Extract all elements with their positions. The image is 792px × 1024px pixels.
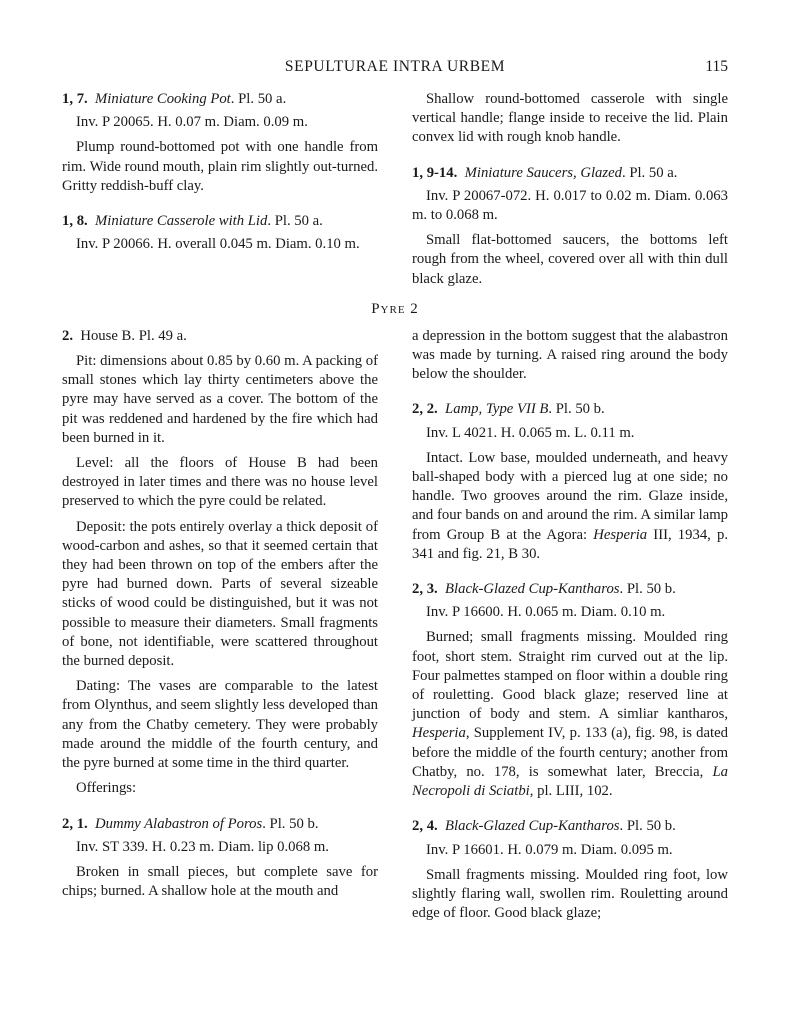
catalog-heading [412, 580, 728, 599]
catalog-number: 2, 1. [62, 815, 88, 832]
plate-ref: . Pl. 50 b. [619, 581, 676, 598]
top-right-column [412, 86, 728, 289]
catalog-title: Black-Glazed Cup-Kantharos [445, 581, 620, 598]
inventory-line: Inv. P 20066. H. overall 0.045 m. Diam. 0.10 m. [76, 236, 360, 253]
left-column [62, 327, 378, 923]
inventory-line: Inv. P 20067-072. H. 0.017 to 0.02 m. Diam. 0.063 m. to 0.068 m. [412, 187, 728, 224]
catalog-number: 1, 8. [62, 213, 88, 230]
description-continued: a depression in the bottom suggest that the alabastron was made by turning. A raised ring around the body below the shoulder. [412, 327, 728, 383]
description: Broken in small pieces, but complete save for chips; burned. A shallow hole at the mouth and [62, 863, 378, 900]
page-number: 115 [705, 58, 728, 75]
catalog-heading [412, 400, 728, 419]
catalog-title: Dummy Alabastron of Poros [95, 815, 263, 832]
deposit-paragraph: Deposit: the pots entirely overlay a thick deposit of wood-carbon and ashes, so that it seemed certain that they had been thrown on top of the embers after the pyre had burned down. Parts of several sizeable sticks of wood could be distinguished, but it was not possible to measure their diameters. Small fragments of bone, not identifiable, were scattered throughout the burned deposit. [62, 518, 378, 670]
description [412, 449, 728, 564]
catalog-number: 2, 4. [412, 818, 438, 835]
catalog-title: Lamp, Type VII B [445, 401, 549, 418]
book-reference: La Necropoli di Sciatbi [412, 763, 729, 800]
description: Small fragments missing. Moulded ring foot, low slightly flaring wall, swollen rim. Rouletting around edge of floor. Good black glaze; [412, 866, 728, 922]
inventory-line: Inv. P 16600. H. 0.065 m. Diam. 0.10 m. [426, 604, 666, 621]
catalog-heading [412, 817, 728, 836]
page [62, 58, 728, 923]
catalog-title: Black-Glazed Cup-Kantharos [445, 818, 620, 835]
inventory-line: Inv. P 20065. H. 0.07 m. Diam. 0.09 m. [76, 114, 308, 131]
inventory-line: Inv. P 16601. H. 0.079 m. Diam. 0.095 m. [426, 841, 673, 858]
catalog-number: 2, 2. [412, 401, 438, 418]
description-text: , Supplement IV, p. 133 (a), fig. 98, is dated before the middle of the fourth century; another from Chatby, no. 178, is somewhat later, Breccia, [412, 725, 728, 780]
description-text: Burned; small fragments missing. Moulded ring foot, short stem. Straight rim curved out at the lip. Four palmettes stamped on floor within a double ring of rouletting. Good black glaze; reserved line at junction of body and stem. A simliar kantharos, [412, 629, 728, 723]
description: Plump round-bottomed pot with one handle from rim. Wide round mouth, plain rim slightly out-turned. Gritty reddish-buff clay. [62, 139, 378, 194]
inventory-line: Inv. ST 339. H. 0.23 m. Diam. lip 0.068 m. [76, 838, 329, 855]
description: Small flat-bottomed saucers, the bottoms left rough from the wheel, covered over all with thin dull black glaze. [412, 232, 728, 287]
plate-ref: . Pl. 50 a. [230, 91, 287, 107]
section-title: Pyre 2 [371, 300, 419, 317]
plate-ref: . Pl. 50 b. [619, 818, 676, 835]
dating-paragraph: Dating: The vases are comparable to the latest from Olynthus, and seem slightly less developed than any from the Chatby cemetery. They were probably made around the middle of the fourth century, and the pyre burned at some time in the third quarter. [62, 678, 378, 772]
pyre-heading [62, 327, 378, 346]
plate-ref: . Pl. 50 a. [621, 164, 678, 181]
catalog-heading [412, 164, 728, 183]
page-header [62, 58, 728, 86]
catalog-number: 1, 9-14. [412, 164, 458, 181]
pit-paragraph: Pit: dimensions about 0.85 by 0.60 m. A packing of small stones which lay thirty centimeters above the pyre may have served as a cover. The bottom of the pit was reddened and hardened by the fire which had been burned in it. [62, 353, 378, 446]
catalog-heading [62, 815, 378, 834]
description [412, 628, 728, 801]
level-paragraph: Level: all the floors of House B had been destroyed in later times and there was no house level preserved to which the pyre could be related. [62, 455, 378, 510]
journal-reference: Hesperia [593, 526, 648, 543]
main-columns [62, 327, 728, 923]
top-left-column [62, 86, 378, 289]
catalog-number: 1, 7. [62, 91, 88, 107]
top-columns [62, 86, 728, 289]
catalog-title: Miniature Saucers, Glazed [464, 164, 622, 181]
description-text: Intact. Low base, moulded underneath, and heavy ball-shaped body with a pierced lug at one side; no handle. Two grooves around the rim. Glaze inside, and four bands on and around the rim. A similar lamp from Group B at the Agora: [412, 449, 728, 543]
plate-ref: . Pl. 50 b. [548, 401, 605, 418]
catalog-title: Miniature Cooking Pot [95, 91, 231, 107]
plate-ref: . Pl. 50 a. [267, 213, 323, 230]
description-text: , pl. LIII, 102. [529, 783, 613, 800]
journal-reference: Hesperia [412, 725, 466, 742]
pyre-location: House B. Pl. 49 a. [80, 327, 187, 344]
offerings-label: Offerings: [76, 780, 137, 797]
catalog-heading [62, 90, 378, 109]
catalog-heading [62, 212, 378, 231]
pyre-number: 2. [62, 327, 74, 344]
right-column [412, 327, 728, 923]
running-title: SEPULTURAE INTRA URBEM [284, 58, 506, 75]
catalog-number: 2, 3. [412, 581, 438, 598]
description-continued: Shallow round-bottomed casserole with single vertical handle; flange inside to receive the lid. Plain convex lid with rough knob handle. [412, 91, 728, 146]
plate-ref: . Pl. 50 b. [262, 815, 319, 832]
description-text: III, 1934, p. 341 and fig. 21, B 30. [412, 526, 728, 562]
catalog-title: Miniature Casserole with Lid [95, 213, 268, 230]
inventory-line: Inv. L 4021. H. 0.065 m. L. 0.11 m. [426, 424, 635, 441]
